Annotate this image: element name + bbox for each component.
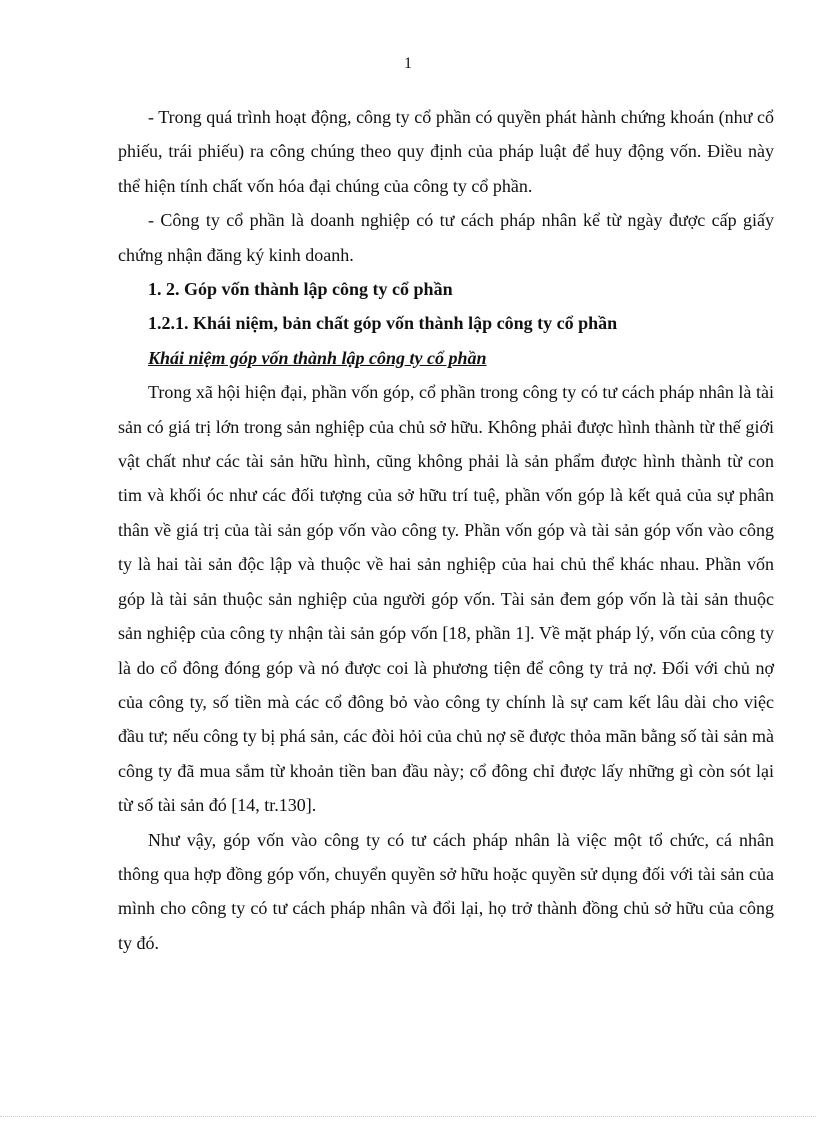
page-body xyxy=(118,100,774,960)
section-heading-1-2: 1. 2. Góp vốn thành lập công ty cổ phần xyxy=(148,279,453,300)
concept-subheading: Khái niệm góp vốn thành lập công ty cổ phần xyxy=(148,347,487,368)
page-number: 1 xyxy=(404,55,412,72)
paragraph-legal-entity: - Công ty cổ phần là doanh nghiệp có tư cách pháp nhân kể từ ngày được cấp giấy chứng nhận đăng ký kinh doanh. xyxy=(118,210,774,265)
paragraph-capital-contribution-definition: Như vậy, góp vốn vào công ty có tư cách pháp nhân là việc một tổ chức, cá nhân thông qua hợp đồng góp vốn, chuyển quyền sở hữu hoặc quyền sử dụng đối với tài sản của mình cho công ty có tư cách pháp nhân và đổi lại, họ trở thành đồng chủ sở hữu của công ty đó. xyxy=(118,829,774,953)
paragraph-share-issuance: - Trong quá trình hoạt động, công ty cổ phần có quyền phát hành chứng khoán (như cổ phiếu, trái phiếu) ra công chúng theo quy định của pháp luật để huy động vốn. Điều này thể hiện tính chất vốn hóa đại chúng của công ty cổ phần. xyxy=(118,107,774,196)
page-bottom-divider xyxy=(0,1116,816,1117)
paragraph-capital-contribution-value: Trong xã hội hiện đại, phần vốn góp, cổ phần trong công ty có tư cách pháp nhân là tài sản có giá trị lớn trong sản nghiệp của chủ sở hữu. Không phải được hình thành từ thế giới vật chất như các tài sản hữu hình, cũng không phải là sản phẩm được hình thành từ con tim và khối óc như các đối tượng của sở hữu trí tuệ, phần vốn góp là kết quả của sự phân thân về giá trị của tài sản góp vốn vào công ty. Phần vốn góp và tài sản góp vốn vào công ty là hai tài sản độc lập và thuộc về hai sản nghiệp của hai chủ thể khác nhau. Phần vốn góp là tài sản thuộc sản nghiệp của người góp vốn. Tài sản đem góp vốn là tài sản thuộc sản nghiệp của công ty nhận tài sản góp vốn [18, phần 1]. Về mặt pháp lý, vốn của công ty là do cổ đông đóng góp và nó được coi là phương tiện để công ty trả nợ. Đối với chủ nợ của công ty, số tiền mà các cổ đông bỏ vào công ty chính là sự cam kết lâu dài cho việc đầu tư; nếu công ty bị phá sản, các đòi hỏi của chủ nợ sẽ được thỏa mãn bằng số tài sản mà công ty đã mua sắm từ khoản tiền ban đầu này; cổ đông chỉ được lấy những gì còn sót lại từ số tài sản đó [14, tr.130]. xyxy=(118,382,774,816)
section-heading-1-2-1: 1.2.1. Khái niệm, bản chất góp vốn thành lập công ty cổ phần xyxy=(148,313,618,334)
